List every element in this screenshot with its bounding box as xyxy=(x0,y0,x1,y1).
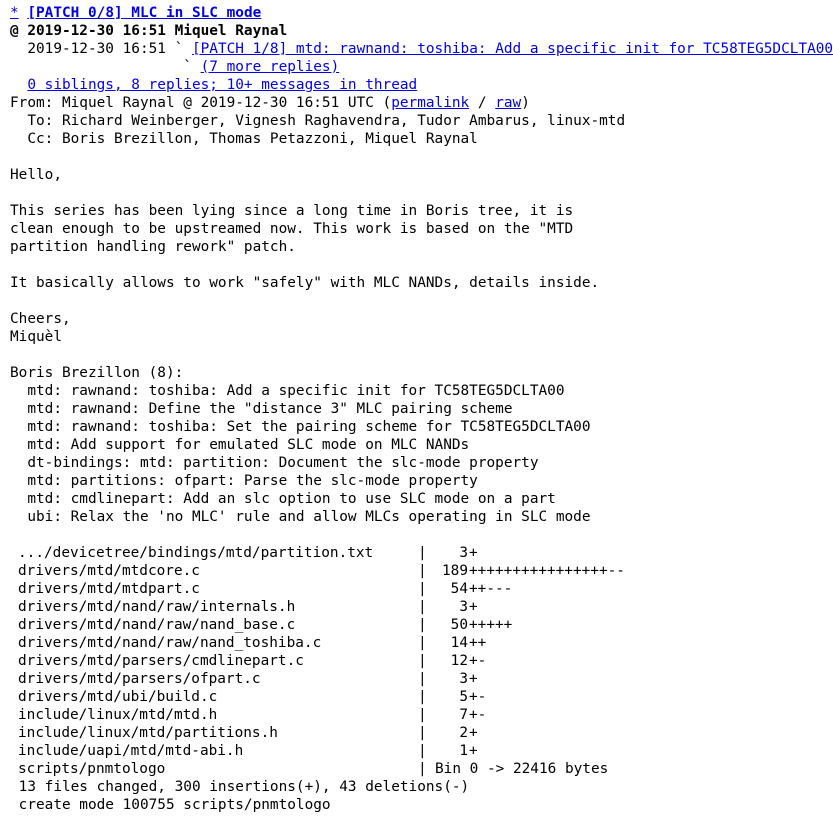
diffstat-graph: +++++ xyxy=(469,617,513,633)
diffstat-path: .../devicetree/bindings/mtd/partition.txt xyxy=(18,545,374,561)
diffstat-graph: + xyxy=(469,725,478,741)
signoff-line: Cheers, xyxy=(10,311,71,327)
thread-summary-line xyxy=(10,76,704,94)
diffstat-bar: | xyxy=(418,743,427,759)
author-header: Boris Brezillon (8): xyxy=(10,365,184,381)
diffstat-count: 7 xyxy=(459,707,468,723)
spacer xyxy=(10,184,704,202)
create-mode-line: create mode 100755 scripts/pnmtologo xyxy=(10,797,331,813)
commit-line: ubi: Relax the 'no MLC' rule and allow MLCs operating in SLC mode xyxy=(10,509,591,525)
diffstat-bar: | xyxy=(418,725,427,741)
diffstat-graph: + xyxy=(469,545,478,561)
thread-summary-link[interactable]: 0 siblings, 8 replies; 10+ messages in thread xyxy=(27,77,418,93)
diffstat-row xyxy=(10,706,704,724)
commit-line: dt-bindings: mtd: partition: Document the slc-mode property xyxy=(10,455,539,471)
commit-line: mtd: cmdlinepart: Add an slc option to use SLC mode on a part xyxy=(10,491,556,507)
diffstat-path: drivers/mtd/ubi/build.c xyxy=(18,689,218,705)
diffstat-path: include/linux/mtd/partitions.h xyxy=(18,725,278,741)
spacer xyxy=(10,526,704,544)
diffstat-bar: | xyxy=(418,545,427,561)
raw-link[interactable]: raw xyxy=(495,95,522,111)
diffstat xyxy=(10,544,704,814)
spacer xyxy=(10,346,704,364)
diffstat-graph: ++ xyxy=(469,635,487,651)
from-text: From: Miquel Raynal @ 2019-12-30 16:51 UTC ( xyxy=(10,95,392,111)
diffstat-row xyxy=(10,616,704,634)
diffstat-count: 3 xyxy=(459,671,468,687)
diffstat-binary-text: Bin 0 -> 22416 bytes xyxy=(435,761,609,777)
diffstat-path: scripts/pnmtologo xyxy=(18,761,166,777)
diffstat-count: 12 xyxy=(450,653,468,669)
diffstat-bar: | xyxy=(418,707,427,723)
thread-subject-link[interactable]: [PATCH 0/8] MLC in SLC mode xyxy=(27,5,262,21)
diffstat-graph: + xyxy=(469,671,478,687)
diffstat-graph: + xyxy=(469,743,478,759)
body-text-line: This series has been lying since a long time in Boris tree, it is xyxy=(10,203,574,219)
spacer xyxy=(10,292,704,310)
diffstat-graph: ++--- xyxy=(469,581,513,597)
diffstat-graph: +- xyxy=(469,689,487,705)
reply-line xyxy=(10,40,833,58)
diffstat-row xyxy=(10,724,704,742)
diffstat-bar: | xyxy=(418,563,427,579)
diffstat-path: drivers/mtd/nand/raw/nand_toshiba.c xyxy=(18,635,322,651)
diffstat-row xyxy=(10,670,704,688)
diffstat-row xyxy=(10,544,704,562)
diffstat-count: 3 xyxy=(459,599,468,615)
diffstat-bar: | xyxy=(418,599,427,615)
diffstat-graph: ++++++++++++++++-- xyxy=(469,563,625,579)
commit-line: mtd: Add support for emulated SLC mode on MLC NANDs xyxy=(10,437,470,453)
body-text-line: partition handling rework" patch. xyxy=(10,239,296,255)
diffstat-graph: +- xyxy=(469,653,487,669)
body-text-line: clean enough to be upstreamed now. This work is based on the "MTD xyxy=(10,221,574,237)
diffstat-row xyxy=(10,598,704,616)
thread-author-line: @ 2019-12-30 16:51 Miquel Raynal xyxy=(10,23,288,39)
diffstat-bar: | xyxy=(418,617,427,633)
diffstat-bar: | xyxy=(418,653,427,669)
diffstat-path: drivers/mtd/mtdpart.c xyxy=(18,581,200,597)
commit-line: mtd: rawnand: Define the "distance 3" MLC pairing scheme xyxy=(10,401,513,417)
cc-line: Cc: Boris Brezillon, Thomas Petazzoni, Miquel Raynal xyxy=(10,131,478,147)
spacer xyxy=(10,256,704,274)
diffstat-path: drivers/mtd/nand/raw/internals.h xyxy=(18,599,296,615)
greeting: Hello, xyxy=(10,167,62,183)
diffstat-summary: 13 files changed, 300 insertions(+), 43 deletions(-) xyxy=(10,779,470,795)
diffstat-row xyxy=(10,652,704,670)
diffstat-count: 54 xyxy=(450,581,468,597)
more-replies-line xyxy=(10,58,704,76)
diffstat-graph: + xyxy=(469,599,478,615)
diffstat-row xyxy=(10,688,704,706)
diffstat-row xyxy=(10,580,704,598)
signoff-line: Miquèl xyxy=(10,329,62,345)
from-line xyxy=(10,94,704,112)
diffstat-path: drivers/mtd/parsers/cmdlinepart.c xyxy=(18,653,304,669)
diffstat-bar: | xyxy=(418,635,427,651)
link-separator: / xyxy=(469,95,496,111)
commit-line: mtd: partitions: ofpart: Parse the slc-mode property xyxy=(10,473,478,489)
permalink-link[interactable]: permalink xyxy=(391,95,470,111)
diffstat-count: 189 xyxy=(442,563,468,579)
diffstat-row xyxy=(10,742,704,760)
spacer xyxy=(10,148,704,166)
message-page xyxy=(10,4,833,814)
reply-date: 2019-12-30 16:51 ` xyxy=(10,41,192,57)
diffstat-bar: | xyxy=(418,671,427,687)
commit-line: mtd: rawnand: toshiba: Add a specific init for TC58TEG5DCLTA00 xyxy=(10,383,565,399)
diffstat-row-binary xyxy=(10,760,704,778)
to-line: To: Richard Weinberger, Vignesh Raghavendra, Tudor Ambarus, linux-mtd xyxy=(10,113,626,129)
diffstat-path: drivers/mtd/mtdcore.c xyxy=(18,563,200,579)
thread-subject-line xyxy=(10,4,704,22)
commit-line: mtd: rawnand: toshiba: Set the pairing scheme for TC58TEG5DCLTA00 xyxy=(10,419,591,435)
diffstat-bar: | xyxy=(418,761,427,777)
diffstat-count: 2 xyxy=(459,725,468,741)
diffstat-row xyxy=(10,562,704,580)
diffstat-count: 1 xyxy=(459,743,468,759)
reply-link[interactable]: [PATCH 1/8] mtd: rawnand: toshiba: Add a specific init for TC58TEG5DCLTA00 xyxy=(191,41,833,57)
diffstat-count: 3 xyxy=(459,545,468,561)
more-prefix: ` xyxy=(10,59,201,75)
diffstat-path: drivers/mtd/parsers/ofpart.c xyxy=(18,671,261,687)
diffstat-graph: +- xyxy=(469,707,487,723)
diffstat-count: 50 xyxy=(450,617,468,633)
diffstat-bar: | xyxy=(418,689,427,705)
body-text-line: It basically allows to work "safely" with MLC NANDs, details inside. xyxy=(10,275,600,291)
from-suffix: ) xyxy=(521,95,530,111)
star-link[interactable]: * xyxy=(10,5,19,21)
diffstat-path: drivers/mtd/nand/raw/nand_base.c xyxy=(18,617,296,633)
diffstat-bar: | xyxy=(418,581,427,597)
diffstat-row xyxy=(10,634,704,652)
diffstat-path: include/uapi/mtd/mtd-abi.h xyxy=(18,743,244,759)
diffstat-count: 5 xyxy=(459,689,468,705)
diffstat-path: include/linux/mtd/mtd.h xyxy=(18,707,218,723)
more-replies-link[interactable]: (7 more replies) xyxy=(200,59,340,75)
diffstat-count: 14 xyxy=(450,635,468,651)
